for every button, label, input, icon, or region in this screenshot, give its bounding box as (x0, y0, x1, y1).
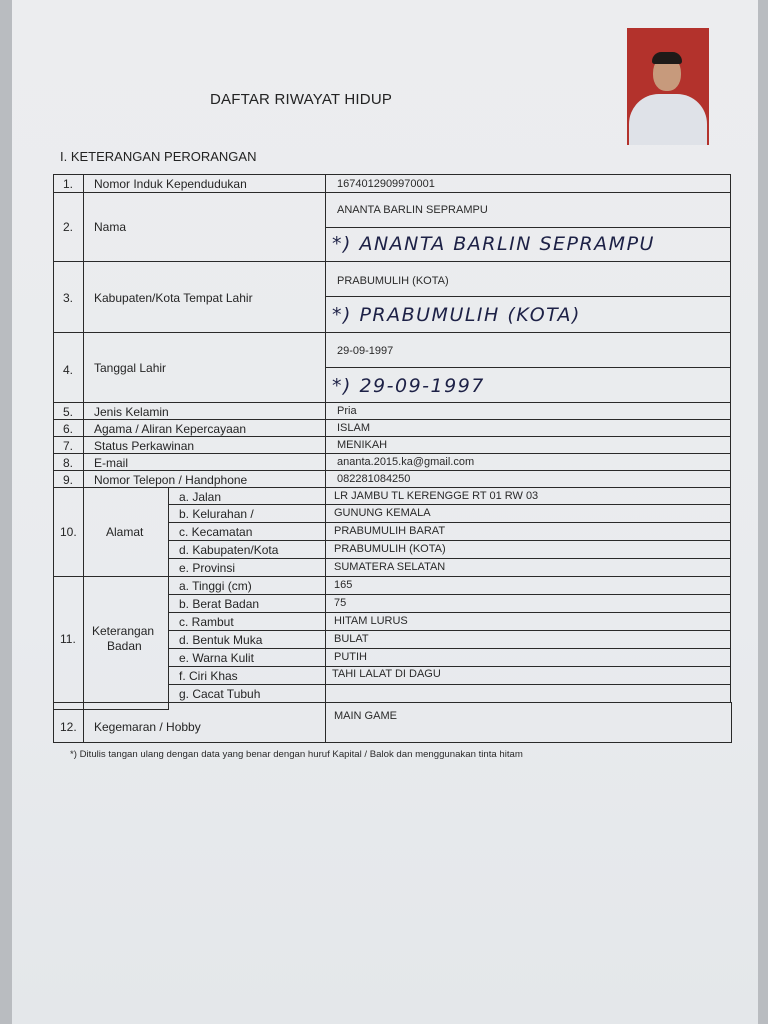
row-value (325, 576, 731, 595)
row-label (83, 192, 326, 262)
row-number-text: 8. (63, 456, 74, 470)
row-label-text: Status Perkawinan (94, 439, 195, 453)
name-value: ANANTA BARLIN SEPRAMPU (337, 204, 488, 216)
face-shape-value: BULAT (334, 633, 369, 645)
row-number (53, 702, 84, 743)
marital-value: MENIKAH (337, 439, 388, 451)
row-number-text: 2. (63, 220, 74, 234)
sub-label-text: c. Rambut (179, 615, 234, 629)
birthplace-handwritten: *) PRABUMULIH (KOTA) (332, 304, 581, 326)
row-label (83, 419, 326, 437)
row-value (325, 558, 731, 577)
skin-color-value: PUTIH (334, 651, 367, 663)
row-label (83, 487, 169, 577)
sub-label-text: b. Berat Badan (179, 597, 260, 611)
row-label-text: Agama / Aliran Kepercayaan (94, 422, 247, 436)
birthplace-value: PRABUMULIH (KOTA) (337, 275, 449, 287)
row-value (325, 332, 731, 368)
handwritten-field (325, 227, 731, 262)
row-label (83, 576, 169, 710)
street-value: LR JAMBU TL KERENGGE RT 01 RW 03 (334, 490, 539, 502)
row-label-text: Badan (107, 639, 142, 653)
row-label-text: Nomor Induk Kependudukan (94, 177, 247, 191)
row-label-text: Tanggal Lahir (94, 361, 167, 375)
row-label (83, 453, 326, 471)
document-sheet (12, 0, 758, 1024)
row-value (325, 470, 731, 488)
sub-label-text: g. Cacat Tubuh (179, 687, 261, 701)
row-number-text: 10. (60, 525, 77, 539)
village-value: GUNUNG KEMALA (334, 507, 431, 519)
birthdate-value: 29-09-1997 (337, 345, 394, 357)
sub-label-text: d. Bentuk Muka (179, 633, 263, 647)
row-value (325, 540, 731, 559)
row-number (53, 436, 84, 454)
row-number (53, 576, 84, 710)
religion-value: ISLAM (337, 422, 371, 434)
sub-label (168, 558, 326, 577)
biodata-table (53, 174, 733, 744)
row-value (325, 436, 731, 454)
row-value (325, 684, 731, 703)
sub-label-text: a. Tinggi (cm) (179, 579, 252, 593)
sub-label (168, 612, 326, 631)
row-number-text: 5. (63, 405, 74, 419)
sub-label-text: e. Warna Kulit (179, 651, 254, 665)
row-value (325, 402, 731, 420)
row-label-text: Keterangan (92, 624, 155, 638)
row-value (325, 419, 731, 437)
row-number-text: 6. (63, 422, 74, 436)
birthdate-handwritten: *) 29-09-1997 (332, 375, 485, 397)
weight-value: 75 (334, 597, 347, 609)
sub-label (168, 666, 326, 685)
row-value (325, 487, 731, 505)
row-label-text: Nomor Telepon / Handphone (94, 473, 248, 487)
portrait-photo (627, 28, 709, 145)
handwritten-field (325, 367, 731, 403)
sub-label-text: d. Kabupaten/Kota (179, 543, 279, 557)
sub-label-text: c. Kecamatan (179, 525, 253, 539)
row-value (325, 630, 731, 649)
row-value (325, 522, 731, 541)
row-label (83, 470, 326, 488)
handwritten-field (325, 296, 731, 333)
sub-label-text: b. Kelurahan / (179, 507, 254, 521)
district-value: PRABUMULIH BARAT (334, 525, 446, 537)
row-label (83, 402, 326, 420)
hobby-value: MAIN GAME (334, 710, 397, 722)
row-label (83, 332, 326, 403)
row-label-text: Jenis Kelamin (94, 405, 169, 419)
sub-label (168, 648, 326, 667)
row-number (53, 174, 84, 193)
row-number (53, 453, 84, 471)
nik-value: 1674012909970001 (337, 178, 435, 190)
row-value (325, 702, 732, 743)
row-value (325, 453, 731, 471)
row-value (325, 174, 731, 193)
phone-value: 082281084250 (337, 473, 411, 485)
regency-value: PRABUMULIH (KOTA) (334, 543, 446, 555)
row-number (53, 470, 84, 488)
row-label-text: Kegemaran / Hobby (94, 720, 201, 734)
row-label-text: Nama (94, 220, 127, 234)
sub-label (168, 522, 326, 541)
row-number-text: 7. (63, 439, 74, 453)
row-value (325, 261, 731, 297)
email-value: ananta.2015.ka@gmail.com (337, 456, 475, 468)
row-value (325, 192, 731, 228)
sub-label-text: a. Jalan (179, 490, 222, 504)
height-value: 165 (334, 579, 353, 591)
name-handwritten: *) ANANTA BARLIN SEPRAMPU (332, 233, 655, 255)
row-number-text: 3. (63, 291, 74, 305)
row-label (83, 261, 326, 333)
sub-label (168, 630, 326, 649)
hair-value: HITAM LURUS (334, 615, 408, 627)
row-label (83, 702, 326, 743)
section-heading: I. KETERANGAN PERORANGAN (60, 149, 257, 164)
row-number (53, 487, 84, 577)
row-value (325, 666, 731, 685)
sub-label (168, 594, 326, 613)
row-number (53, 261, 84, 333)
row-number-text: 9. (63, 473, 74, 487)
gender-value: Pria (337, 405, 357, 417)
row-number-text: 11. (60, 632, 76, 646)
row-label-text: Alamat (106, 525, 144, 539)
sub-label (168, 487, 326, 505)
sub-label-text: f. Ciri Khas (179, 669, 238, 683)
row-label (83, 436, 326, 454)
row-number (53, 402, 84, 420)
row-value (325, 612, 731, 631)
sub-label (168, 504, 326, 523)
sub-label (168, 684, 326, 703)
row-number-text: 4. (63, 363, 74, 377)
distinguishing-mark-value: TAHI LALAT DI DAGU (332, 668, 441, 680)
row-number-text: 12. (60, 720, 77, 734)
sub-label-text: e. Provinsi (179, 561, 236, 575)
row-value (325, 504, 731, 523)
sub-label (168, 540, 326, 559)
row-number (53, 192, 84, 262)
row-label-text: E-mail (94, 456, 129, 470)
row-number-text: 1. (63, 177, 74, 191)
row-label-text: Kabupaten/Kota Tempat Lahir (94, 291, 253, 305)
footnote: *) Ditulis tangan ulang dengan data yang benar dengan huruf Kapital / Balok dan menggunakan tinta hitam (70, 749, 523, 760)
row-number (53, 332, 84, 403)
row-value (325, 648, 731, 667)
document-title: DAFTAR RIWAYAT HIDUP (210, 91, 393, 108)
row-value (325, 594, 731, 613)
province-value: SUMATERA SELATAN (334, 561, 446, 573)
row-number (53, 419, 84, 437)
row-label (83, 174, 326, 193)
sub-label (168, 576, 326, 595)
